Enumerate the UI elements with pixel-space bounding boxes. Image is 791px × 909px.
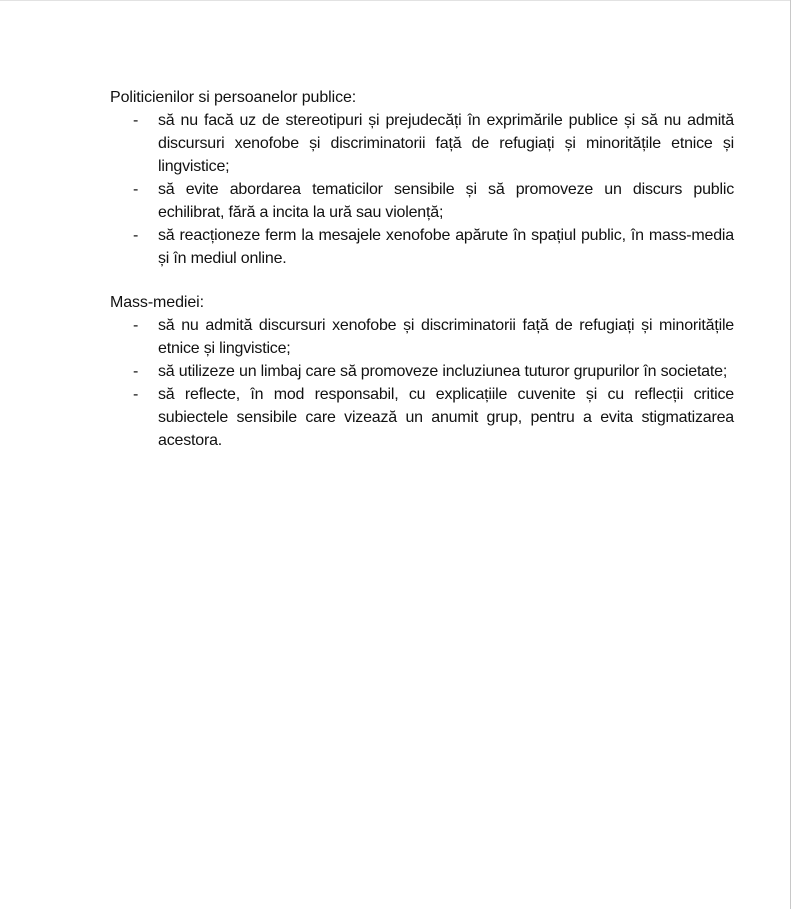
section-mass-media: [110, 291, 734, 452]
dash-bullet: -: [133, 227, 139, 244]
dash-bullet: -: [133, 363, 139, 380]
section-politicians: [110, 86, 734, 270]
section-heading: Politicienilor si persoanelor publice:: [110, 89, 357, 106]
section-heading: Mass-mediei:: [110, 294, 204, 311]
list-item-text: să evite abordarea tematicilor sensibile și să promoveze un discurs public echilibrat, fără a incita la ură sau violență;: [158, 181, 734, 221]
list-item: [110, 360, 734, 383]
list-item: [110, 178, 734, 224]
list-item-text: să utilizeze un limbaj care să promoveze incluziunea tuturor grupurilor în societate;: [158, 363, 728, 380]
page-top-edge: [0, 0, 791, 1]
list-item-text: să nu admită discursuri xenofobe și discriminatorii față de refugiați și minoritățile etnice și lingvistice;: [158, 317, 734, 357]
list-item: [110, 314, 734, 360]
dash-bullet: -: [133, 181, 139, 198]
list-item-text: să reflecte, în mod responsabil, cu explicațiile cuvenite și cu reflecții critice subiectele sensibile care vizează un anumit grup, pentru a evita stigmatizarea acestora.: [158, 386, 734, 449]
dash-bullet: -: [133, 386, 139, 403]
document-body: [110, 86, 734, 473]
list-item-text: să reacționeze ferm la mesajele xenofobe apărute în spațiul public, în mass-media și în mediul online.: [158, 227, 734, 267]
recommendation-list: [110, 314, 734, 452]
list-item: [110, 109, 734, 178]
list-item-text: să nu facă uz de stereotipuri și prejudecăți în exprimările publice și să nu admită discursuri xenofobe și discriminatorii față de refugiați și minoritățile etnice și lingvistice;: [158, 112, 734, 175]
dash-bullet: -: [133, 112, 139, 129]
list-item: [110, 383, 734, 452]
recommendation-list: [110, 109, 734, 270]
list-item: [110, 224, 734, 270]
dash-bullet: -: [133, 317, 139, 334]
